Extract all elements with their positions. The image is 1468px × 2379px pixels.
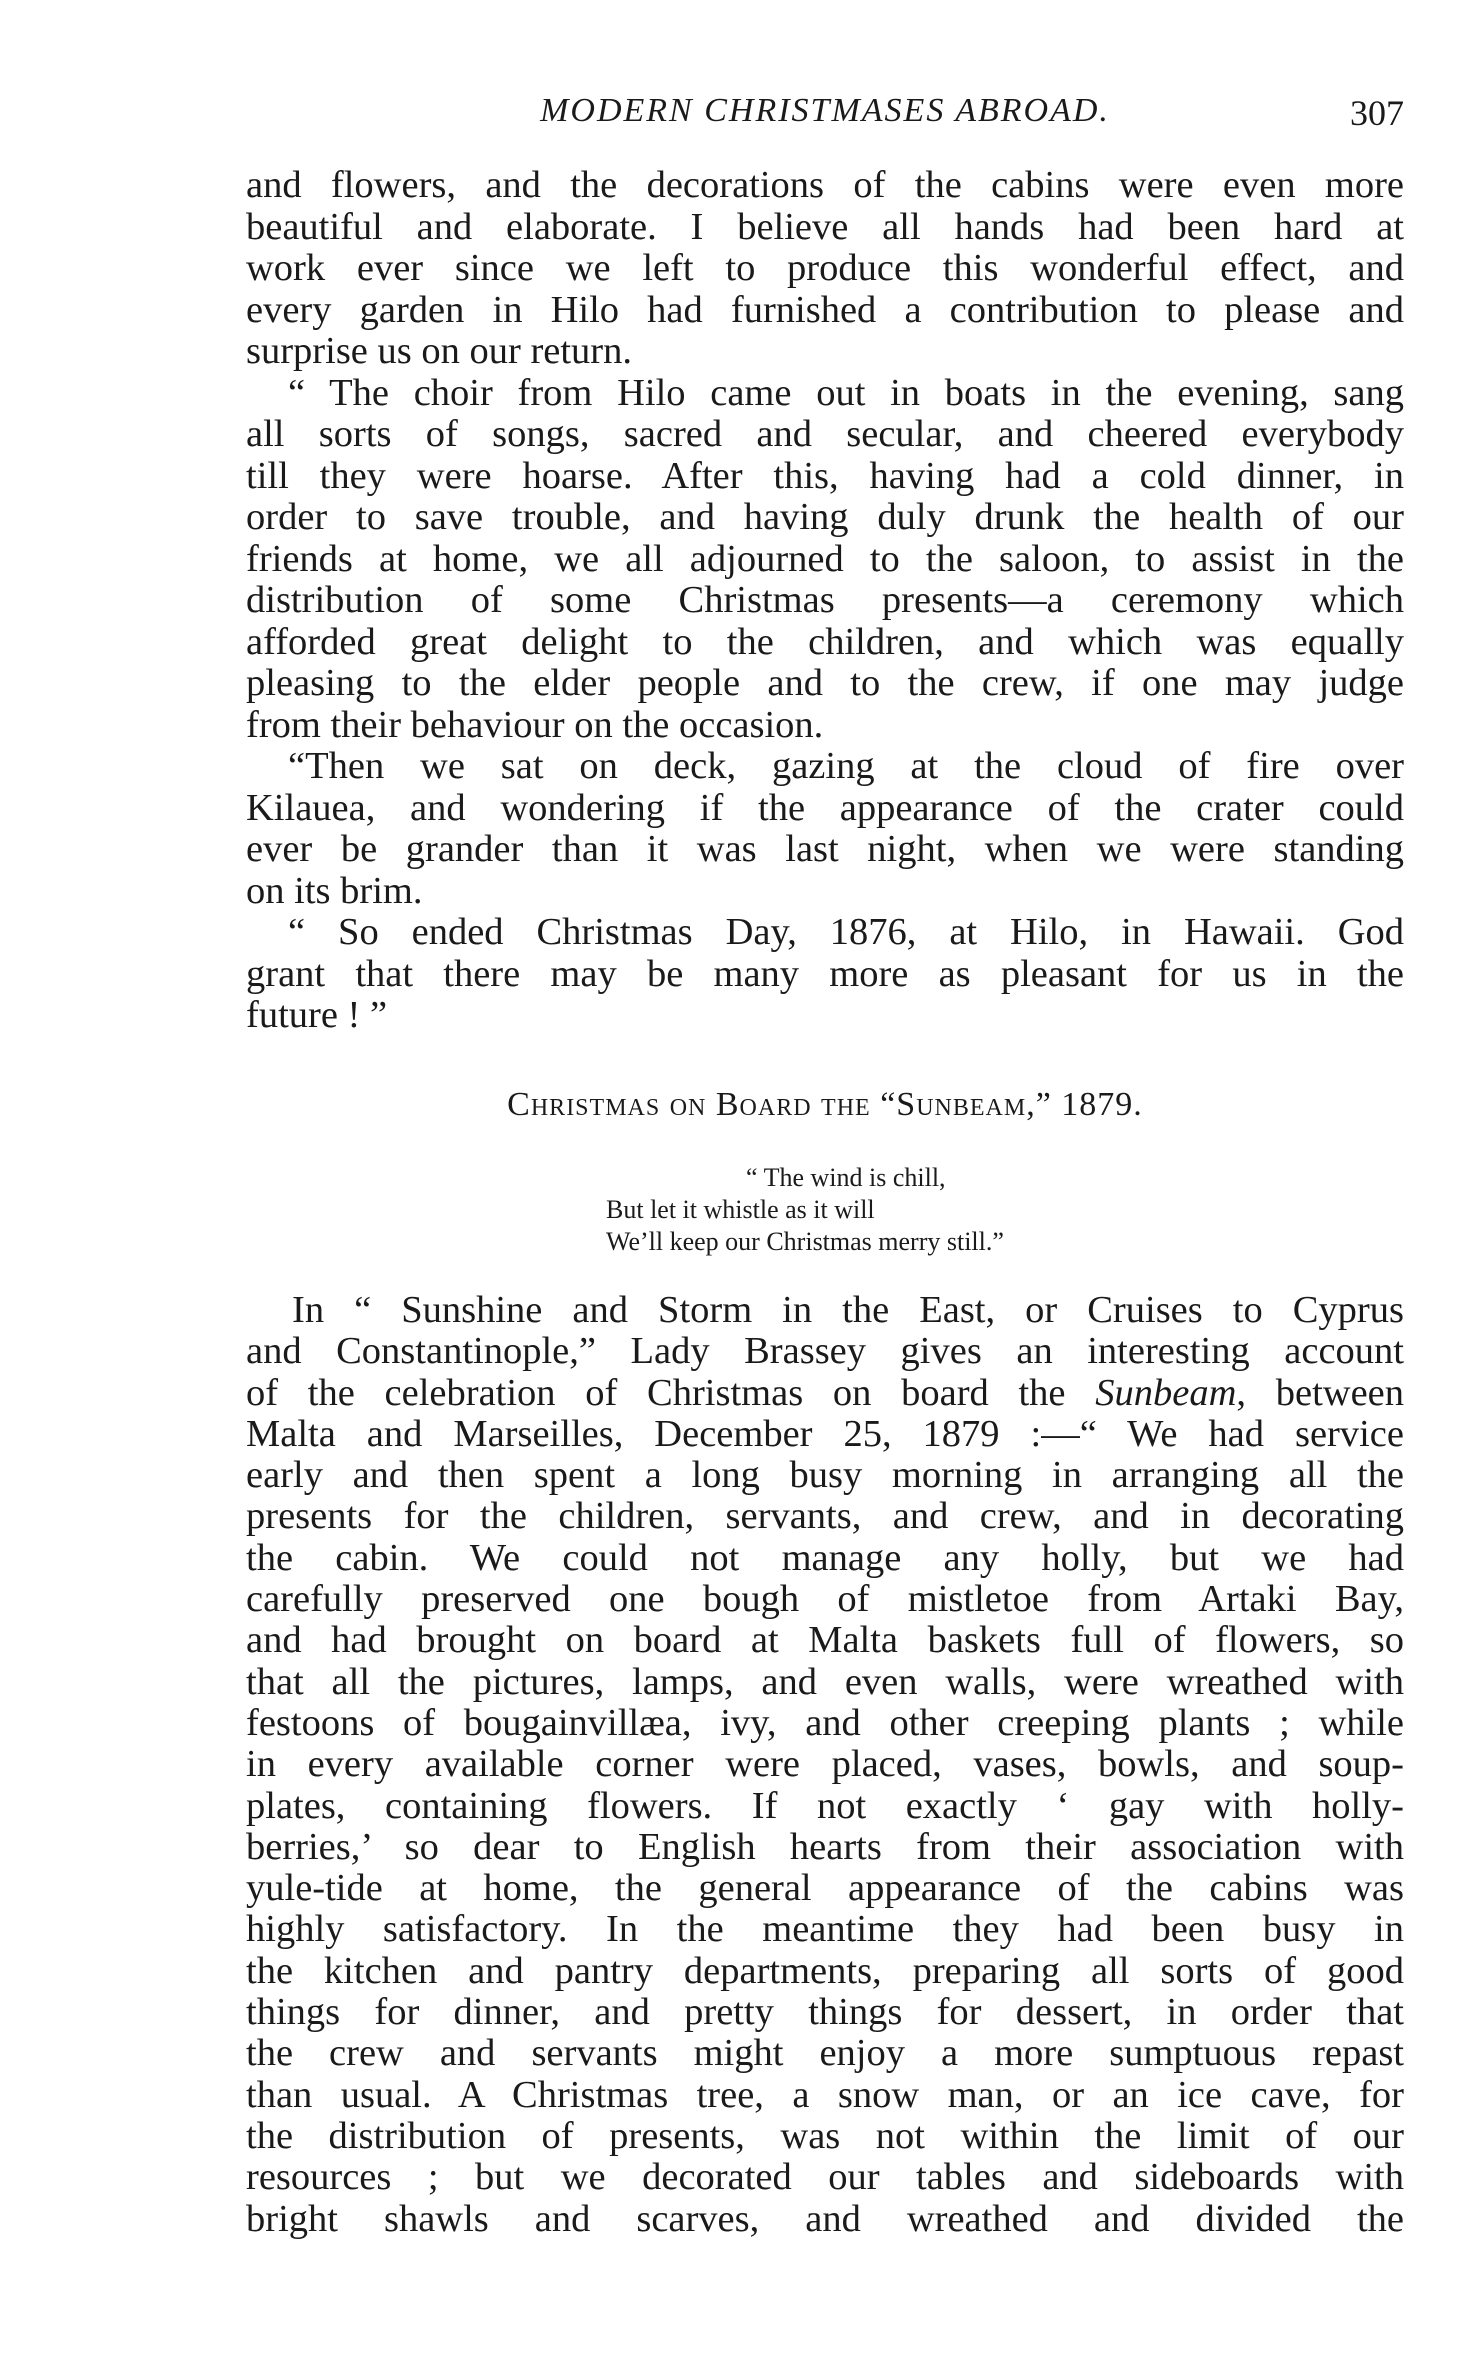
text-line: berries,’ so dear to English hearts from their association with [246, 1826, 1404, 1868]
text-line-with-italic [246, 1373, 1404, 1414]
epigraph-verse [606, 1162, 1004, 1258]
text-line: on its brim. [246, 870, 423, 912]
line-prefix: of the celebration of Christmas on board the [246, 1372, 1096, 1414]
text-line: highly satisfactory. In the meantime they had been busy in [246, 1909, 1404, 1951]
text-line: Malta and Marseilles, December 25, 1879 :—“ We had service [246, 1413, 1404, 1455]
text-line: afforded great delight to the children, and which was equally [246, 621, 1404, 663]
text-line: things for dinner, and pretty things for dessert, in order that [246, 1992, 1404, 2034]
text-line: “Then we sat on deck, gazing at the cloud of fire over [288, 746, 1404, 787]
text-line: bright shawls and scarves, and wreathed and divided the [246, 2198, 1404, 2240]
text-line: friends at home, we all adjourned to the saloon, to assist in the [246, 538, 1404, 580]
text-line: yule-tide at home, the general appearance of the cabins was [246, 1868, 1404, 1910]
text-line: and Constantinople,” Lady Brassey gives an interesting account [246, 1331, 1404, 1373]
running-title: MODERN CHRISTMASES ABROAD. [540, 92, 1110, 129]
text-line: Kilauea, and wondering if the appearance of the crater could [246, 787, 1404, 829]
text-line: “ The choir from Hilo came out in boats in the evening, sang [288, 372, 1404, 414]
text-line: “ So ended Christmas Day, 1876, at Hilo, in Hawaii. God [288, 912, 1404, 953]
section-heading: Christmas on Board the “Sunbeam,” 1879. [507, 1086, 1143, 1123]
text-line: beautiful and elaborate. I believe all hands had been hard at [246, 206, 1404, 248]
text-line: ever be grander than it was last night, when we were standing [246, 829, 1404, 870]
text-line: work ever since we left to produce this wonderful effect, and [246, 248, 1404, 289]
text-line: till they were hoarse. After this, having had a cold dinner, in [246, 455, 1404, 497]
text-line: all sorts of songs, sacred and secular, and cheered everybody [246, 414, 1404, 455]
ship-name-italic: Sunbeam [1095, 1372, 1237, 1414]
text-line: from their behaviour on the occasion. [246, 704, 824, 746]
text-line: every garden in Hilo had furnished a contribution to please and [246, 289, 1404, 331]
text-line: In “ Sunshine and Storm in the East, or Cruises to Cyprus [292, 1290, 1404, 1331]
text-line: than usual. A Christmas tree, a snow man, or an ice cave, for [246, 2074, 1404, 2116]
text-line: the distribution of presents, was not within the limit of our [246, 2115, 1404, 2157]
text-line: festoons of bougainvillæa, ivy, and other creeping plants ; while [246, 1702, 1404, 1744]
text-line: resources ; but we decorated our tables and sideboards with [246, 2157, 1404, 2199]
line-suffix: , between [1236, 1372, 1404, 1414]
text-line: future ! ” [246, 995, 388, 1036]
verse-line: We’ll keep our Christmas merry still.” [606, 1227, 1004, 1256]
text-line: that all the pictures, lamps, and even walls, were wreathed with [246, 1661, 1404, 1703]
text-line: pleasing to the elder people and to the crew, if one may judge [246, 663, 1404, 704]
body-text-lower [246, 1290, 1404, 2240]
text-line: grant that there may be many more as pleasant for us in the [246, 953, 1404, 995]
text-line: carefully preserved one bough of mistletoe from Artaki Bay, [246, 1579, 1404, 1621]
text-line: distribution of some Christmas presents—a ceremony which [246, 580, 1404, 621]
text-line: surprise us on our return. [246, 331, 632, 372]
body-text-upper [246, 165, 1404, 1037]
text-line: the crew and servants might enjoy a more sumptuous repast [246, 2033, 1404, 2075]
text-line: and had brought on board at Malta baskets full of flowers, so [246, 1620, 1404, 1662]
verse-line: “ The wind is chill, [746, 1163, 946, 1192]
text-line: the kitchen and pantry departments, preparing all sorts of good [246, 1950, 1404, 1992]
text-line: early and then spent a long busy morning in arranging all the [246, 1455, 1404, 1497]
page-number: 307 [1350, 93, 1404, 133]
text-line: in every available corner were placed, vases, bowls, and soup- [246, 1744, 1404, 1786]
text-line: the cabin. We could not manage any holly, but we had [246, 1537, 1404, 1579]
running-head [246, 88, 1404, 138]
text-line: order to save trouble, and having duly drunk the health of our [246, 497, 1404, 538]
text-line: and flowers, and the decorations of the cabins were even more [246, 165, 1404, 206]
text-line: plates, containing flowers. If not exactly ‘ gay with holly- [246, 1785, 1404, 1827]
text-line: presents for the children, servants, and crew, and in decorating [246, 1496, 1404, 1538]
verse-line: But let it whistle as it will [606, 1195, 875, 1224]
